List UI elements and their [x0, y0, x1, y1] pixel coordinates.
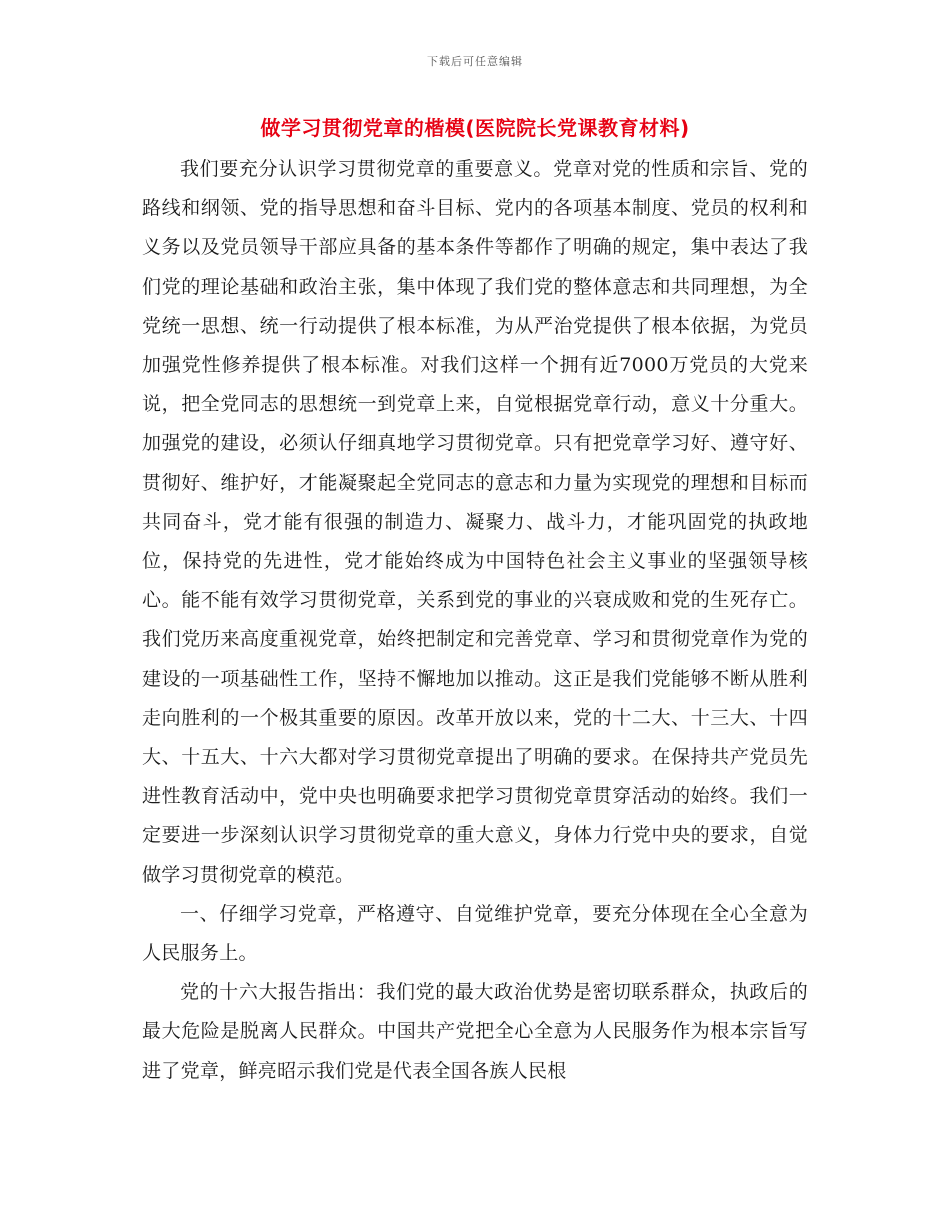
paragraph-section-one-body: 党的十六大报告指出：我们党的最大政治优势是密切联系群众，执政后的最大危险是脱离人民群众。中国共产党把全心全意为人民服务作为根本宗旨写进了党章，鲜亮昭示我们党是代表全国各族人民根	[142, 981, 808, 1082]
document-title: 做学习贯彻党章的楷模(医院院长党课教育材料)	[260, 116, 690, 140]
paragraph-section-one-heading: 一、仔细学习党章，严格遵守、自觉维护党章，要充分体现在全心全意为人民服务上。	[142, 902, 808, 965]
header-note: 下载后可任意编辑	[427, 55, 523, 68]
document-body	[142, 150, 808, 1091]
paragraph-intro: 我们要充分认识学习贯彻党章的重要意义。党章对党的性质和宗旨、党的路线和纲领、党的指导思想和奋斗目标、党内的各项基本制度、党员的权利和义务以及党员领导干部应具备的基本条件等都作了明确的规定，集中表达了我们党的理论基础和政治主张，集中体现了我们党的整体意志和共同理想，为全党统一思想、统一行动提供了根本标准，为从严治党提供了根本依据，为党员加强党性修养提供了根本标准。对我们这样一个拥有近7000万党员的大党来说，把全党同志的思想统一到党章上来，自觉根据党章行动，意义十分重大。加强党的建设，必须认仔细真地学习贯彻党章。只有把党章学习好、遵守好、贯彻好、维护好，才能凝聚起全党同志的意志和力量为实现党的理想和目标而共同奋斗，党才能有很强的制造力、凝聚力、战斗力，才能巩固党的执政地位，保持党的先进性，党才能始终成为中国特色社会主义事业的坚强领导核心。能不能有效学习贯彻党章，关系到党的事业的兴衰成败和党的生死存亡。我们党历来高度重视党章，始终把制定和完善党章、学习和贯彻党章作为党的建设的一项基础性工作，坚持不懈地加以推动。这正是我们党能够不断从胜利走向胜利的一个极其重要的原因。改革开放以来，党的十二大、十三大、十四大、十五大、十六大都对学习贯彻党章提出了明确的要求。在保持共产党员先进性教育活动中，党中央也明确要求把学习贯彻党章贯穿活动的始终。我们一定要进一步深刻认识学习贯彻党章的重大意义，身体力行党中央的要求，自觉做学习贯彻党章的模范。	[142, 158, 808, 886]
